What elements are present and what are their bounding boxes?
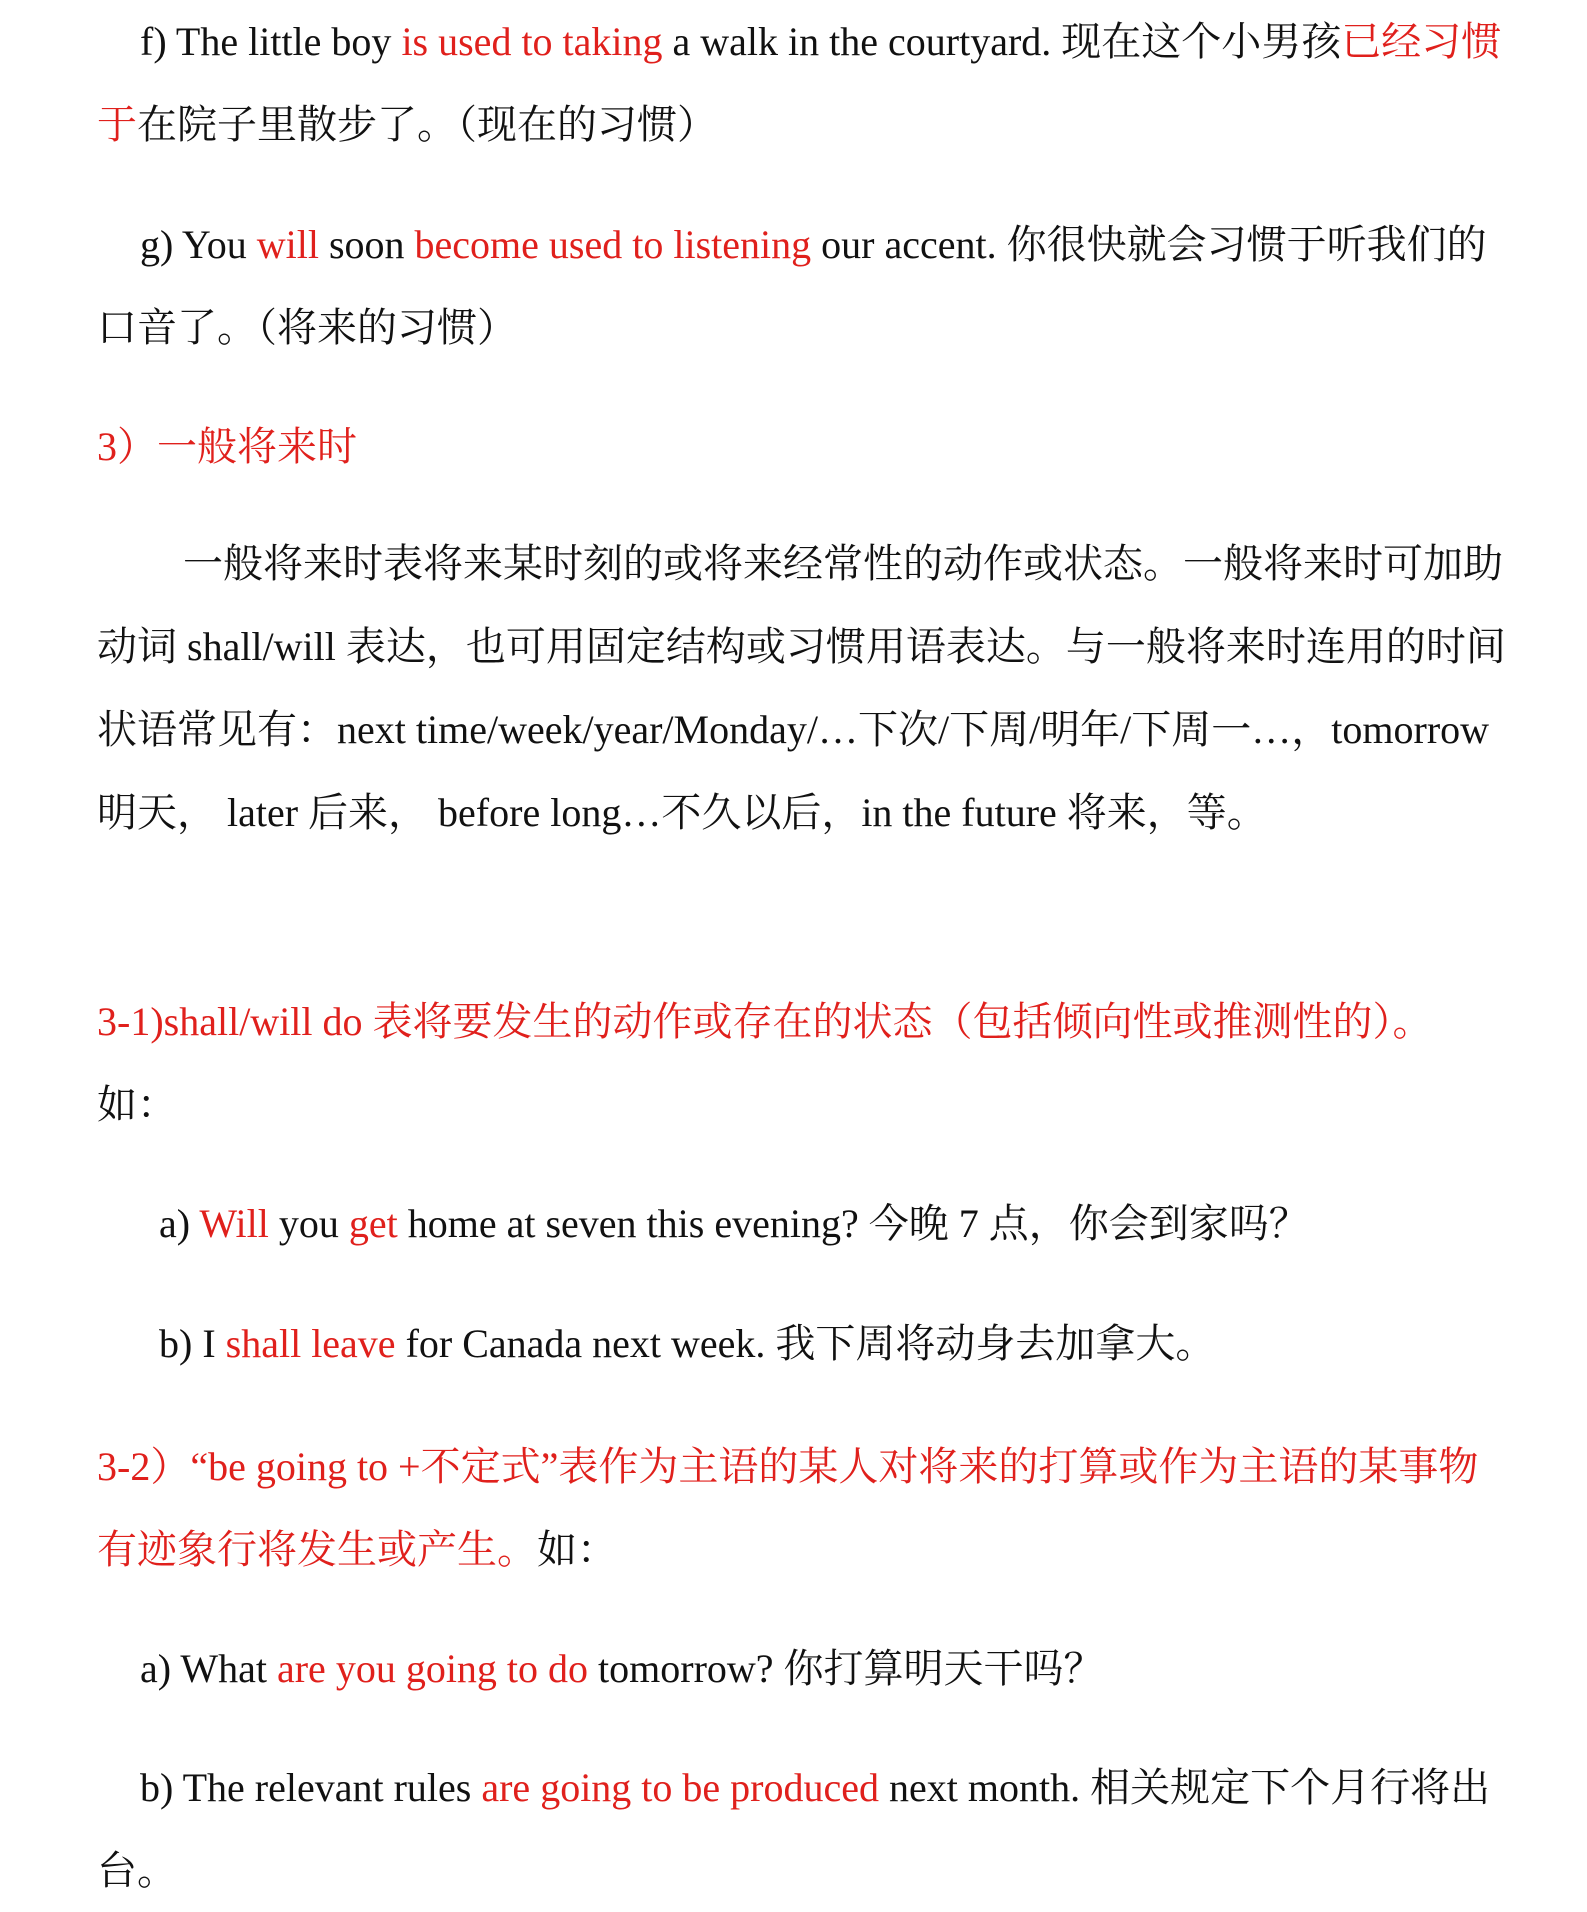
section-3-2-example-a-tail: tomorrow? 你打算明天干吗？ — [588, 1646, 1104, 1691]
section-3-1-example-a — [97, 1182, 1507, 1265]
section-3-2-heading — [97, 1425, 1507, 1591]
section-3-1-example-b — [97, 1302, 1507, 1385]
example-f-mid: a walk in the courtyard. 现在这个小男孩 — [662, 19, 1342, 64]
section-3-2-example-a-highlight: are you going to do — [276, 1646, 589, 1691]
section-3-1-example-b-lead: b) I — [159, 1321, 226, 1366]
section-3-1-example-a-lead: a) — [159, 1201, 200, 1246]
section-3-1-heading — [97, 980, 1507, 1146]
section-3-1-example-b-highlight: shall leave — [225, 1321, 396, 1366]
section-3-2-example-a — [97, 1627, 1507, 1710]
section-3-2-example-b-highlight: are going to be produced — [481, 1765, 879, 1810]
section-3-1-example-a-highlight-1: Will — [199, 1201, 269, 1246]
example-g — [97, 203, 1507, 369]
example-g-mid: soon — [318, 222, 415, 267]
section-3-2-example-b-tail: next month. 相关规定下个月行将出台。 — [97, 1765, 1491, 1893]
example-f-highlight-2: 已经习惯于 — [97, 19, 1502, 147]
section-3-1-example-a-tail: home at seven this evening? 今晚 7 点，你会到家吗？ — [397, 1201, 1309, 1246]
section-3-2-example-a-lead: a) What — [140, 1646, 277, 1691]
example-f-highlight-1: is used to taking — [401, 19, 663, 64]
example-f-lead: f) The little boy — [140, 19, 402, 64]
section-3-body: 一般将来时表将来某时刻的或将来经常性的动作或状态。一般将来时可加助动词 shall/will 表达，也可用固定结构或习惯用语表达。与一般将来时连用的时间状语常见有：next time/week/year/Monday/…下次/下周/明年/下周一…，tomorrow 明天， later 后来， before long…不久以后，in the future 将来，等。 — [97, 541, 1506, 835]
example-g-tail: our accent. 你很快就会习惯于听我们的口音了。（将来的习惯） — [97, 222, 1487, 350]
example-g-highlight-2: become used to listening — [414, 222, 812, 267]
example-g-highlight-1: will — [256, 222, 319, 267]
section-3-2-heading-text: 3-2）“be going to +不定式”表作为主语的某人对将来的打算或作为主语的某事物有迹象行将发生或产生。 — [97, 1444, 1479, 1572]
section-3-1-heading-text: 3-1)shall/will do 表将要发生的动作或存在的状态（包括倾向性或推测性的）。 — [97, 999, 1433, 1044]
section-3-1-heading-tail: 如： — [97, 1082, 177, 1127]
section-3-1-example-a-mid: you — [268, 1201, 349, 1246]
example-g-lead: g) You — [140, 222, 257, 267]
section-3-2-example-b — [97, 1746, 1507, 1912]
section-3-2-example-b-lead: b) The relevant rules — [140, 1765, 482, 1810]
example-f — [97, 0, 1507, 166]
section-3-1-example-a-highlight-2: get — [348, 1201, 398, 1246]
example-f-tail: 在院子里散步了。（现在的习惯） — [137, 102, 717, 147]
section-3-2-heading-tail: 如： — [537, 1527, 617, 1572]
section-3-1-example-b-tail: for Canada next week. 我下周将动身去加拿大。 — [395, 1321, 1216, 1366]
section-3-heading: 3）一般将来时 — [97, 424, 357, 469]
